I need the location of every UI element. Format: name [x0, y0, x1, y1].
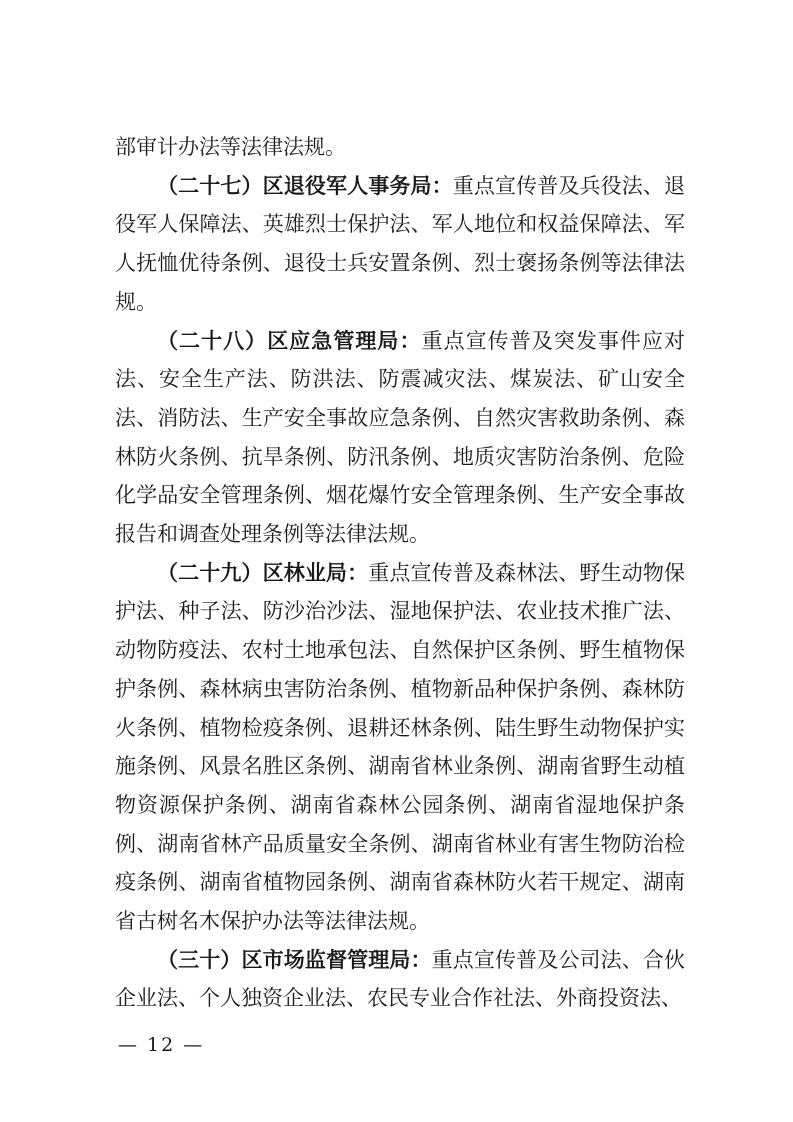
paragraph-market-supervision: [115, 941, 685, 1018]
body-text: [115, 128, 685, 1018]
paragraph-body: 重点宣传普及公司法、合伙企业法、个人独资企业法、农民专业合作社法、外商投资法、: [115, 947, 685, 1011]
paragraph-body: 部审计办法等法律法规。: [115, 135, 346, 159]
paragraph-body: 重点宣传普及突发事件应对法、安全生产法、防洪法、防震减灾法、煤炭法、矿山安全法、消防法、生产安全事故应急条例、自然灾害救助条例、森林防火条例、抗旱条例、防汛条例、地质灾害防治条例、危险化学品安全管理条例、烟花爆竹安全管理条例、生产安全事故报告和调查处理条例等法律法规。: [115, 328, 686, 547]
paragraph-heading: （二十八）区应急管理局：: [157, 327, 422, 353]
paragraph-continuation: [115, 128, 685, 167]
paragraph-veterans-affairs: [115, 167, 685, 322]
paragraph-heading: （二十七）区退役军人事务局：: [157, 172, 453, 198]
paragraph-heading: （三十）区市场监督管理局：: [157, 946, 432, 972]
paragraph-heading: （二十九）区林业局：: [157, 559, 369, 585]
page-number: — 12 —: [118, 1034, 205, 1056]
paragraph-body: 重点宣传普及兵役法、退役军人保障法、英雄烈士保护法、军人地位和权益保障法、军人抚恤优待条例、退役士兵安置条例、烈士褒扬条例等法律法规。: [115, 173, 685, 314]
paragraph-emergency-management: [115, 322, 685, 554]
paragraph-body: 重点宣传普及森林法、野生动物保护法、种子法、防沙治沙法、湿地保护法、农业技术推广法、动物防疫法、农村土地承包法、自然保护区条例、野生植物保护条例、森林病虫害防治条例、植物新品种保护条例、森林防火条例、植物检疫条例、退耕还林条例、陆生野生动物保护实施条例、风景名胜区条例、湖南省林业条例、湖南省野生动植物资源保护条例、湖南省森林公园条例、湖南省湿地保护条例、湖南省林产品质量安全条例、湖南省林业有害生物防治检疫条例、湖南省植物园条例、湖南省森林防火若干规定、湖南省古树名木保护办法等法律法规。: [115, 560, 685, 934]
paragraph-forestry: [115, 554, 685, 941]
